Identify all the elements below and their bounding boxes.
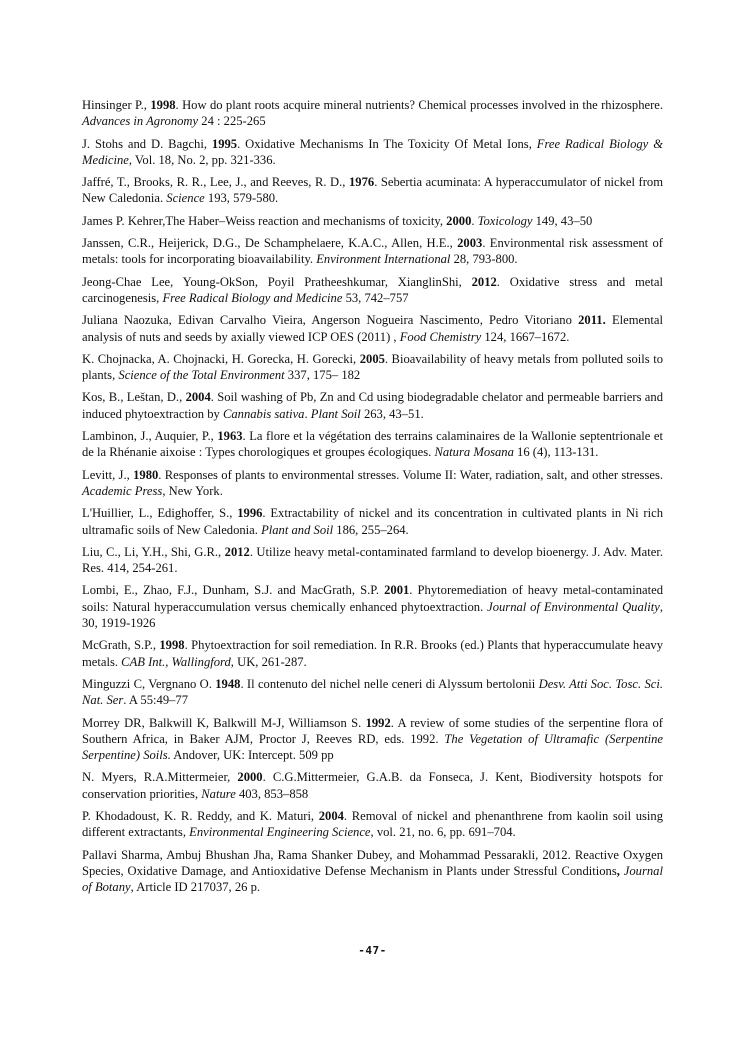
reference-text: . Sebertia acuminata: A hyperaccumulator of nickel from New Caledonia. xyxy=(82,175,663,206)
reference-entry xyxy=(82,467,663,500)
reference-entry xyxy=(82,389,663,422)
reference-year: 1992 xyxy=(365,715,391,730)
reference-year: 1998 xyxy=(150,98,176,112)
reference-entry xyxy=(82,582,663,631)
reference-source: Desv. Atti Soc. Tosc. Sci. Nat. Ser xyxy=(82,676,663,708)
reference-entry xyxy=(82,136,663,169)
reference-text: Liu, C., Li, Y.H., Shi, G.R., xyxy=(82,544,225,559)
reference-year: 2000 xyxy=(446,213,472,228)
reference-text: Jaffré, T., Brooks, R. R., Lee, J., and Reeves, R. D., xyxy=(82,175,349,190)
reference-year: 2005 xyxy=(359,351,385,366)
reference-text: Juliana Naozuka, Edivan Carvalho Vieira, Angerson Nogueira Nascimento, Pedro Vitoriano xyxy=(82,313,579,328)
reference-text: P. Khodadoust, K. R. Reddy, and K. Maturi, xyxy=(82,808,319,823)
reference-year: 2000 xyxy=(237,770,263,785)
reference-text: Lambinon, J., Auquier, P., xyxy=(82,429,218,444)
reference-text: , Article ID 217037, 26 p. xyxy=(130,880,261,895)
reference-text: . Il contenuto del nichel nelle ceneri di Alyssum bertolonii xyxy=(240,676,539,691)
reference-text: 53, 742–757 xyxy=(342,290,409,305)
reference-text: . A review of some studies of the serpentine flora of Southern Africa, in Baker AJM, Proctor J, Reeves RD, eds. 1992. xyxy=(82,715,663,746)
reference-text: 186, 255–264. xyxy=(333,522,409,537)
reference-text: . How do plant roots acquire mineral nutrients? Chemical processes involved in the rhizosphere. xyxy=(175,98,664,112)
reference-year: , xyxy=(616,863,620,878)
reference-source: Natura Mosana xyxy=(434,445,514,460)
reference-year: 1996 xyxy=(237,506,263,521)
reference-entry xyxy=(82,97,663,130)
reference-entry xyxy=(82,637,663,670)
reference-text: . Removal of nickel and phenanthrene from kaolin soil using different extractants, xyxy=(82,808,663,840)
reference-text: . Phytoremediation of heavy metal-contaminated soils: Natural hyperaccumulation versus chemically enhanced phytoextraction. xyxy=(82,583,663,614)
reference-source: Environment International xyxy=(316,252,451,267)
reference-year: 1963 xyxy=(217,429,243,444)
reference-source: Free Radical Biology and Medicine xyxy=(162,290,343,305)
reference-year: 2001 xyxy=(384,583,410,598)
reference-text: Janssen, C.R., Heijerick, D.G., De Schamphelaere, K.A.C., Allen, H.E., xyxy=(82,236,458,251)
reference-text: K. Chojnacka, A. Chojnacki, H. Gorecka, H. Gorecki, xyxy=(82,351,360,366)
reference-entry xyxy=(82,274,663,307)
reference-text: . Oxidative Mechanisms In The Toxicity Of Metal Ions, xyxy=(237,136,537,151)
reference-source: Journal of Environmental Quality xyxy=(487,599,660,614)
reference-text: . xyxy=(471,213,478,228)
reference-text: 124, 1667–1672. xyxy=(481,329,570,344)
reference-text: . Utilize heavy metal-contaminated farmland to develop bioenergy. J. Adv. Mater. Res. 414, 254-261. xyxy=(82,544,664,576)
reference-year: 1995 xyxy=(211,136,238,151)
reference-text: Pallavi Sharma, Ambuj Bhushan Jha, Rama Shanker Dubey, and Mohammad Pessarakli, 2012. Reactive Oxygen Species, Oxidative Damage, and Antioxidative Defense Mechanism in Plants under Stressful Conditions xyxy=(82,847,663,878)
reference-source: Free Radical Biology & Medicine xyxy=(82,136,663,167)
reference-year: 2004 xyxy=(318,808,344,823)
reference-year: 2012 xyxy=(471,274,497,289)
reference-year: 1948 xyxy=(215,676,241,691)
reference-text: Lombi, E., Zhao, F.J., Dunham, S.J. and MacGrath, S.P. xyxy=(82,583,385,598)
reference-year: 1998 xyxy=(159,638,185,653)
reference-source: Food Chemistry xyxy=(399,329,482,344)
reference-entry xyxy=(82,715,663,764)
reference-year: 1976 xyxy=(349,175,375,190)
reference-source: Academic Press xyxy=(82,483,163,498)
reference-text: . Oxidative stress and metal carcinogenesis, xyxy=(82,274,663,305)
reference-entry xyxy=(82,505,663,538)
reference-source: Plant and Soil xyxy=(261,522,334,537)
reference-text: Andover, UK: Intercept. 509 pp xyxy=(170,748,334,763)
reference-text: James P. Kehrer,The Haber–Weiss reaction and mechanisms of toxicity, xyxy=(82,213,447,228)
reference-source: Cannabis sativa xyxy=(222,406,305,421)
reference-year: 1980 xyxy=(133,467,159,482)
reference-text: McGrath, S.P., xyxy=(82,638,160,653)
reference-text: 193, 579-580. xyxy=(204,191,279,206)
reference-entry xyxy=(82,312,663,345)
reference-entry xyxy=(82,428,663,461)
reference-text: 337, 175– 182 xyxy=(284,368,361,383)
reference-text: . Phytoextraction for soil remediation. In R.R. Brooks (ed.) Plants that hyperaccumulate heavy metals. xyxy=(82,638,663,669)
reference-text: , vol. 21, no. 6, pp. 691–704. xyxy=(370,825,516,840)
reference-entry xyxy=(82,808,663,841)
reference-year: 2011. xyxy=(578,313,606,328)
reference-entry xyxy=(82,769,663,802)
reference-text: . Soil washing of Pb, Zn and Cd using biodegradable chelator and permeable barriers and induced phytoextraction by xyxy=(82,390,663,421)
page-number: -47- xyxy=(358,944,387,957)
reference-source: CAB Int., Wallingford xyxy=(121,654,231,669)
reference-text: Levitt, J., xyxy=(82,467,134,482)
reference-entry xyxy=(82,351,663,384)
reference-entry xyxy=(82,847,663,896)
reference-text: L'Huillier, L., Edighoffer, S., xyxy=(82,506,238,521)
reference-text: , New York. xyxy=(162,483,223,498)
reference-source: Science xyxy=(166,191,205,206)
reference-entry xyxy=(82,235,663,268)
reference-text: , UK, 261-287. xyxy=(230,654,307,669)
reference-list xyxy=(82,97,663,901)
reference-text: Hinsinger P., xyxy=(82,98,151,112)
reference-text: 263, 43–51. xyxy=(360,406,424,421)
reference-source: Toxicology xyxy=(477,213,533,228)
reference-text: . La flore et la végétation des terrains calaminaires de la Wallonie septentrionale et de la Rhénanie aixoise : Types chorologiques et groupes écologiques. xyxy=(82,429,663,460)
reference-year: 2003 xyxy=(457,236,483,251)
reference-source: Environmental Engineering Science xyxy=(189,825,371,840)
reference-text: . Environmental risk assessment of metals: tools for incorporating bioavailability. xyxy=(82,236,663,267)
reference-source: Journal of Botany xyxy=(82,863,663,895)
reference-text: 24 : 225-265 xyxy=(198,114,266,129)
reference-text: 16 (4), 113-131. xyxy=(513,445,599,460)
reference-text: . A 55:49–77 xyxy=(123,693,189,708)
reference-source: Science of the Total Environment xyxy=(118,368,285,383)
reference-text: Minguzzi C, Vergnano O. xyxy=(82,676,216,691)
reference-source: The Vegetation of Ultramafic (Serpentine Serpentine) Soils. xyxy=(82,731,664,763)
reference-text: 28, 793-800. xyxy=(450,252,518,267)
reference-entry xyxy=(82,676,663,709)
reference-text: Jeong-Chae Lee, Young-OkSon, Poyil Pratheeshkumar, XianglinShi, xyxy=(82,274,472,289)
reference-source: Nature xyxy=(201,786,236,801)
reference-text: J. Stohs and D. Bagchi, xyxy=(82,136,212,151)
reference-entry xyxy=(82,174,663,207)
reference-year: 2012 xyxy=(224,544,250,559)
reference-source: Advances in Agronomy xyxy=(82,114,199,129)
reference-text: Kos, B., Leštan, D., xyxy=(82,390,186,405)
reference-text: 403, 853–858 xyxy=(235,786,309,801)
reference-text: Elemental analysis of nuts and seeds by axially viewed ICP OES (2011) , xyxy=(82,313,663,344)
reference-text: . xyxy=(304,406,311,421)
reference-text: . C.G.Mittermeier, G.A.B. da Fonseca, J. Kent, Biodiversity hotspots for conservation priorities, xyxy=(82,770,663,801)
reference-text: Morrey DR, Balkwill K, Balkwill M-J, Williamson S. xyxy=(82,715,366,730)
reference-text: , 30, 1919-1926 xyxy=(82,599,663,631)
reference-text: . Responses of plants to environmental stresses. Volume II: Water, radiation, salt, and other stresses. xyxy=(158,467,663,482)
reference-source: Plant Soil xyxy=(310,406,361,421)
reference-year: 2004 xyxy=(185,390,211,405)
reference-text: . Extractability of nickel and its concentration in cultivated plants in Ni rich ultramafic soils of New Caledonia. xyxy=(82,506,663,537)
reference-text: N. Myers, R.A.Mittermeier, xyxy=(82,770,238,785)
reference-entry xyxy=(82,213,663,229)
reference-entry xyxy=(82,544,663,577)
reference-text: . Bioavailability of heavy metals from polluted soils to plants, xyxy=(82,351,663,383)
reference-text: , Vol. 18, No. 2, pp. 321-336. xyxy=(128,152,276,167)
reference-text: 149, 43–50 xyxy=(532,213,593,228)
